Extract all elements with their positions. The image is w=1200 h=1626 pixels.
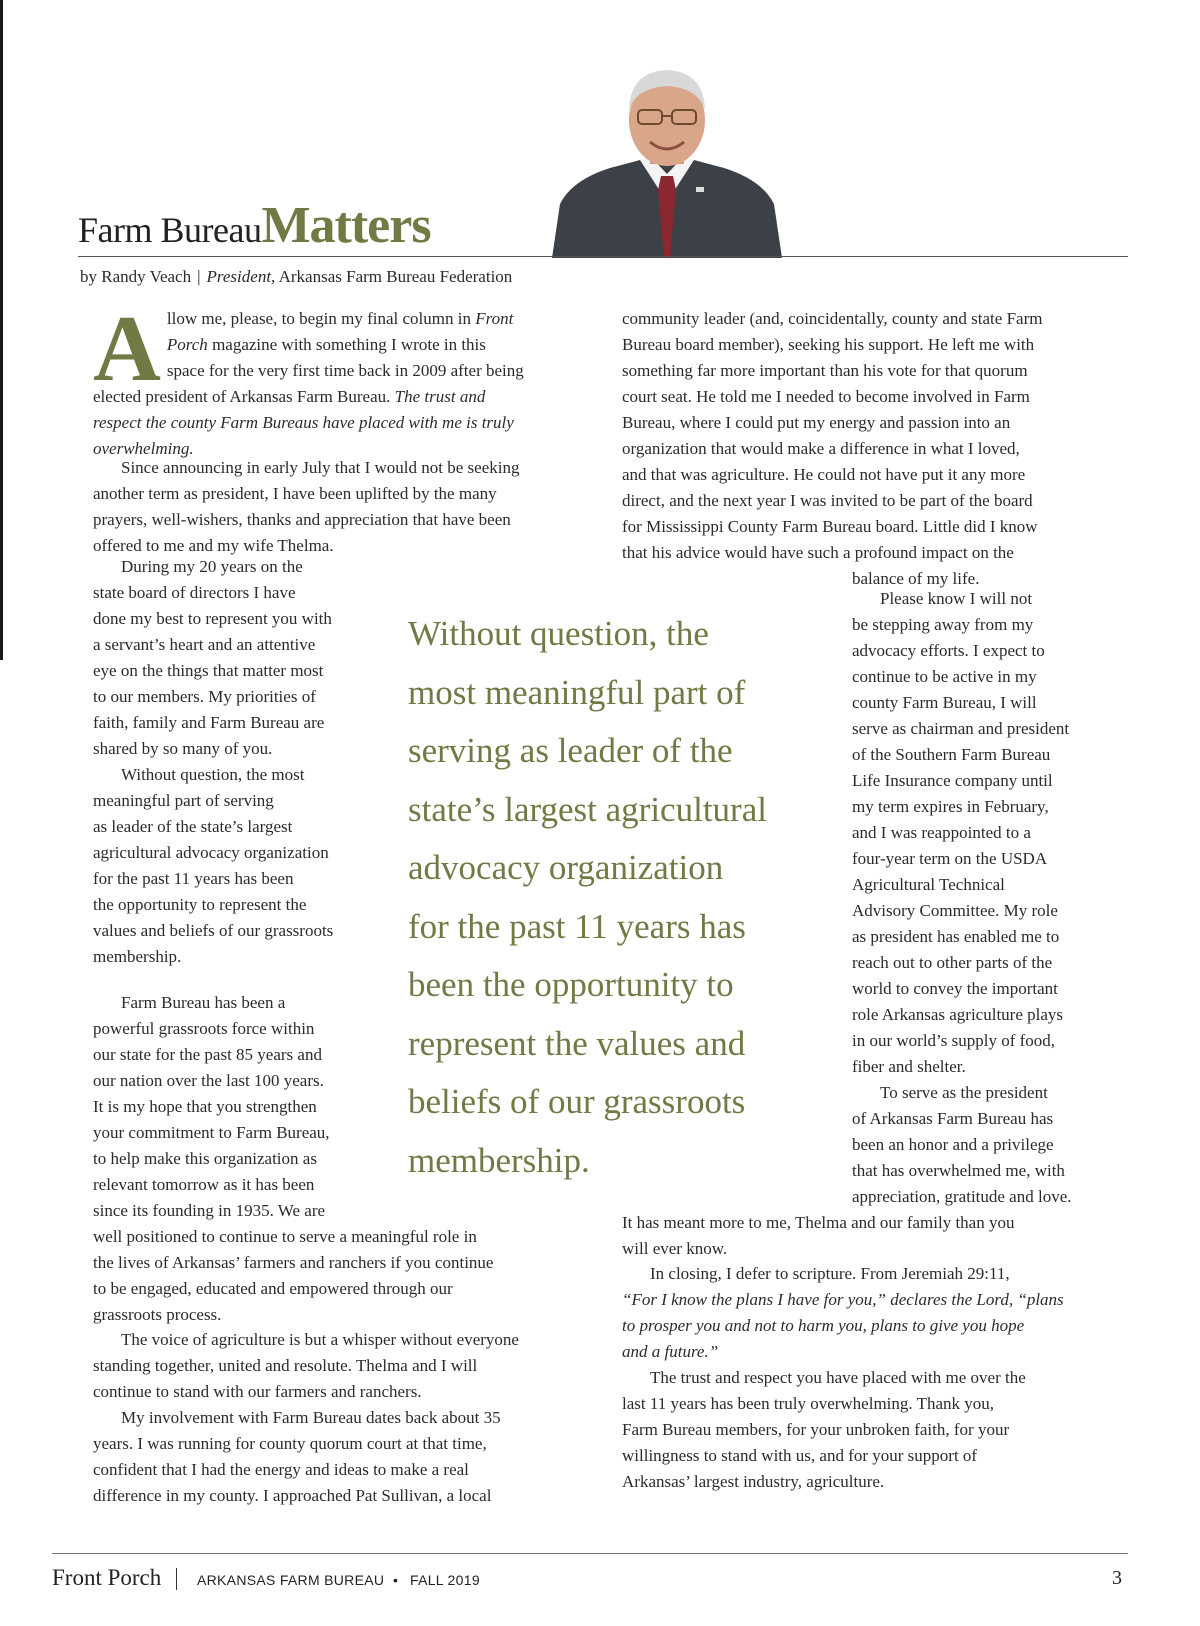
text-line: It has meant more to me, Thelma and our family than you xyxy=(622,1213,1015,1232)
footer-divider xyxy=(176,1568,177,1590)
pull-quote xyxy=(408,605,818,1190)
text-line: last 11 years has been truly overwhelming. Thank you, xyxy=(622,1394,995,1413)
text-line: “For I know the plans I have for you,” declares the Lord, “plans xyxy=(622,1290,1064,1309)
text-line: direct, and the next year I was invited to be part of the board xyxy=(622,491,1033,510)
text-line: Farm Bureau members, for your unbroken faith, for your xyxy=(622,1420,1010,1439)
text-line: balance of my life. xyxy=(852,569,980,588)
text-line: grassroots process. xyxy=(93,1305,222,1324)
text-line: advocacy efforts. I expect to xyxy=(852,641,1045,660)
text-line: of the Southern Farm Bureau xyxy=(852,745,1051,764)
quote-line: been the opportunity to xyxy=(408,965,734,1004)
quote-line: serving as leader of the xyxy=(408,731,733,770)
quote-line: for the past 11 years has xyxy=(408,906,746,946)
text-line: and a future.” xyxy=(622,1342,719,1361)
text-line: world to convey the important xyxy=(852,979,1058,998)
text-line: The trust and respect you have placed with me over the xyxy=(650,1368,1026,1387)
text-line: be stepping away from my xyxy=(852,615,1034,634)
page-number: 3 xyxy=(1112,1567,1122,1589)
quote-line: membership. xyxy=(408,1140,590,1180)
title-part2: Matters xyxy=(261,197,431,254)
text-line: magazine with something I wrote in this xyxy=(212,335,486,354)
text-line: The trust and xyxy=(394,387,486,406)
text-line: as president has enabled me to xyxy=(852,927,1060,946)
text-line: been an honor and a privilege xyxy=(852,1135,1054,1154)
text-line: another term as president, I have been uplifted by the many xyxy=(93,484,497,503)
text-line: Farm Bureau has been a xyxy=(121,993,286,1012)
byline-author: by Randy Veach xyxy=(80,267,192,286)
footer-season: FALL 2019 xyxy=(410,1572,480,1588)
paragraph-8 xyxy=(852,586,1120,1080)
text-line: confident that I had the energy and ideas to make a real xyxy=(93,1460,469,1479)
text-line: My involvement with Farm Bureau dates back about 35 xyxy=(121,1408,501,1427)
text-line: for the past 11 years has been xyxy=(93,869,294,888)
text-line: To serve as the president xyxy=(880,1083,1048,1102)
text-line: of Arkansas Farm Bureau has xyxy=(852,1109,1054,1128)
text-line: to our members. My priorities of xyxy=(93,687,316,706)
text-line: and that was agriculture. He could not have put it any more xyxy=(622,465,1026,484)
text-line: values and beliefs of our grassroots xyxy=(93,921,334,940)
text-line: that has overwhelmed me, with xyxy=(852,1161,1065,1180)
paragraph-4 xyxy=(93,762,383,970)
footer-bullet: • xyxy=(393,1572,398,1588)
text-line: to be engaged, educated and empowered through our xyxy=(93,1279,453,1298)
text-line: county Farm Bureau, I will xyxy=(852,693,1037,712)
lapel-pin xyxy=(696,187,704,192)
text-line: to prosper you and not to harm you, plans to give you hope xyxy=(622,1316,1025,1335)
footer-publication: Front Porch xyxy=(52,1565,162,1590)
quote-line: advocacy organization xyxy=(408,848,724,887)
byline: by Randy Veach | President, Arkansas Farm Bureau Federation xyxy=(80,267,513,286)
text-line: four-year term on the USDA xyxy=(852,849,1048,868)
text-line: eye on the things that matter most xyxy=(93,661,324,680)
text-line: organization that would make a difference in what I loved, xyxy=(622,439,1020,458)
text-line: Since announcing in early July that I would not be seeking xyxy=(121,458,520,477)
text-line: The voice of agriculture is but a whisper without everyone xyxy=(121,1330,519,1349)
text-line: relevant tomorrow as it has been xyxy=(93,1175,315,1194)
text-line: llow me, please, to begin my final column in xyxy=(166,309,471,328)
text-line: to help make this organization as xyxy=(93,1149,317,1168)
text-line: continue to be active in my xyxy=(852,667,1037,686)
text-line: appreciation, gratitude and love. xyxy=(852,1187,1072,1206)
text-line: prayers, well-wishers, thanks and appreciation that have been xyxy=(93,510,511,529)
quote-line: Without question, the xyxy=(408,614,709,653)
paragraph-2 xyxy=(93,455,573,559)
text-line: Front xyxy=(475,309,514,328)
quote-line: most meaningful part of xyxy=(408,672,746,712)
text-line: role Arkansas agriculture plays xyxy=(852,1005,1064,1024)
text-line: Agricultural Technical xyxy=(852,875,1005,894)
text-line: continue to stand with our farmers and ranchers. xyxy=(93,1382,422,1401)
text-line: During my 20 years on the xyxy=(121,557,303,576)
text-line: that his advice would have such a profound impact on the xyxy=(622,543,1014,562)
paragraph-7-continued xyxy=(622,306,1112,592)
text-line: Without question, the most xyxy=(121,765,305,784)
text-line: for Mississippi County Farm Bureau board. Little did I know xyxy=(622,517,1038,536)
text-line: our nation over the last 100 years. xyxy=(93,1071,324,1090)
footer-rule xyxy=(52,1553,1128,1554)
text-line: Arkansas’ largest industry, agriculture. xyxy=(622,1472,885,1491)
text-line: Bureau, where I could put my energy and passion into an xyxy=(622,413,1011,432)
text-line: faith, family and Farm Bureau are xyxy=(93,713,325,732)
column-title xyxy=(78,196,431,255)
header-rule xyxy=(78,256,1128,257)
author-portrait xyxy=(552,62,782,258)
paragraph-7 xyxy=(93,1405,573,1509)
text-line: serve as chairman and president xyxy=(852,719,1070,738)
quote-line: represent the values and xyxy=(408,1023,746,1063)
text-line: Bureau board member), seeking his support. He left me with xyxy=(622,335,1035,354)
text-line: difference in my county. I approached Pat Sullivan, a local xyxy=(93,1486,492,1505)
text-line: community leader (and, coincidentally, county and state Farm xyxy=(622,309,1043,328)
text-line: membership. xyxy=(93,947,182,966)
text-line: in our world’s supply of food, xyxy=(852,1031,1056,1050)
paragraph-10 xyxy=(622,1261,1112,1365)
text-line: willingness to stand with us, and for your support of xyxy=(622,1446,978,1465)
text-line: meaningful part of serving xyxy=(93,791,274,810)
text-line: well positioned to continue to serve a meaningful role in xyxy=(93,1227,477,1246)
text-line: agricultural advocacy organization xyxy=(93,843,329,862)
text-line: and I was reappointed to a xyxy=(852,823,1031,842)
text-line: shared by so many of you. xyxy=(93,739,273,758)
byline-org: Arkansas Farm Bureau Federation xyxy=(278,267,513,286)
text-line: my term expires in February, xyxy=(852,797,1049,816)
text-line: Life Insurance company until xyxy=(852,771,1053,790)
text-line: space for the very first time back in 2009 after being xyxy=(166,361,524,380)
text-line: the opportunity to represent the xyxy=(93,895,307,914)
text-line: fiber and shelter. xyxy=(852,1057,966,1076)
text-line: done my best to represent you with xyxy=(93,609,332,628)
text-line: will ever know. xyxy=(622,1239,728,1258)
footer-org: ARKANSAS FARM BUREAU xyxy=(197,1572,385,1588)
text-line: In closing, I defer to scripture. From Jeremiah 29:11, xyxy=(650,1264,1010,1283)
text-line: a servant’s heart and an attentive xyxy=(93,635,316,654)
text-line: overwhelming. xyxy=(93,439,194,458)
text-line: state board of directors I have xyxy=(93,583,296,602)
page-edge-bar xyxy=(0,0,3,660)
text-line: offered to me and my wife Thelma. xyxy=(93,536,334,555)
text-line: reach out to other parts of the xyxy=(852,953,1053,972)
drop-cap: A xyxy=(93,297,161,401)
paragraph-11 xyxy=(622,1365,1112,1495)
text-line: Please know I will not xyxy=(880,589,1033,608)
paragraph-6 xyxy=(93,1327,573,1405)
text-line: years. I was running for county quorum court at that time, xyxy=(93,1434,487,1453)
text-line: It is my hope that you strengthen xyxy=(93,1097,317,1116)
quote-line: beliefs of our grassroots xyxy=(408,1082,746,1121)
text-line: the lives of Arkansas’ farmers and ranchers if you continue xyxy=(93,1253,494,1272)
text-line: our state for the past 85 years and xyxy=(93,1045,322,1064)
text-line: powerful grassroots force within xyxy=(93,1019,315,1038)
title-part1: Farm Bureau xyxy=(78,210,262,250)
paragraph-1 xyxy=(93,297,573,462)
text-line: court seat. He told me I needed to become involved in Farm xyxy=(622,387,1030,406)
paragraph-3 xyxy=(93,554,383,762)
quote-line: state’s largest agricultural xyxy=(408,789,767,829)
text-line: your commitment to Farm Bureau, xyxy=(93,1123,330,1142)
text-line: since its founding in 1935. We are xyxy=(93,1201,326,1220)
byline-role: President, xyxy=(206,267,276,286)
text-line: Porch xyxy=(166,335,208,354)
text-line: as leader of the state’s largest xyxy=(93,817,293,836)
text-line: standing together, united and resolute. Thelma and I will xyxy=(93,1356,478,1375)
text-line: respect the county Farm Bureaus have placed with me is truly xyxy=(93,413,514,432)
text-line: something far more important than his vote for that quorum xyxy=(622,361,1028,380)
text-line: elected president of Arkansas Farm Bureau. xyxy=(93,387,391,406)
text-line: Advisory Committee. My role xyxy=(852,901,1058,920)
